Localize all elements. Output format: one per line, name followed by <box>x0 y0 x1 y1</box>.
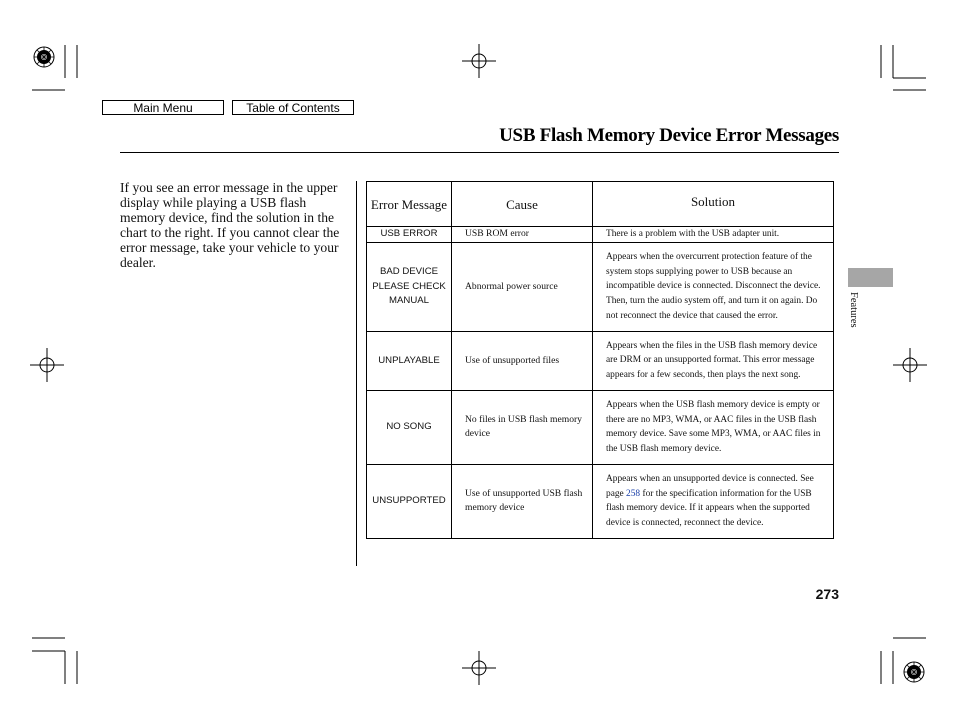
error-message-cell: UNSUPPORTED <box>367 464 452 538</box>
cause-cell: No files in USB flash memory device <box>452 390 593 464</box>
error-message-cell: UNPLAYABLE <box>367 331 452 390</box>
header-cause: Cause <box>452 182 593 227</box>
main-menu-button[interactable]: Main Menu <box>102 100 224 115</box>
table-row <box>367 390 834 464</box>
solution-cell: There is a problem with the USB adapter unit. <box>593 227 834 243</box>
table-header-row <box>367 182 834 227</box>
table-row <box>367 464 834 538</box>
cause-cell: Abnormal power source <box>452 242 593 331</box>
solution-cell: Appears when the files in the USB flash memory device are DRM or an unsupported format. This error message appears for a few seconds, then plays the next song. <box>593 331 834 390</box>
cause-cell: Use of unsupported USB flash memory device <box>452 464 593 538</box>
error-message-table <box>366 181 834 539</box>
solution-cell <box>593 464 834 538</box>
intro-paragraph: If you see an error message in the upper display while playing a USB flash memory device, find the solution in the chart to the right. If you cannot clear the error message, take your vehicle to your dealer. <box>120 180 340 270</box>
error-message-cell: USB ERROR <box>367 227 452 243</box>
cause-cell: Use of unsupported files <box>452 331 593 390</box>
column-divider <box>356 181 357 566</box>
page-title: USB Flash Memory Device Error Messages <box>499 125 839 146</box>
table-row <box>367 242 834 331</box>
error-message-cell: BAD DEVICE PLEASE CHECK MANUAL <box>367 242 452 331</box>
table-row <box>367 227 834 243</box>
error-message-cell: NO SONG <box>367 390 452 464</box>
section-tab <box>848 268 893 287</box>
solution-cell: Appears when the USB flash memory device is empty or there are no MP3, WMA, or AAC files in the USB flash memory device. Save some MP3, WMA, or AAC files in the USB flash memory device. <box>593 390 834 464</box>
page-number: 273 <box>815 586 839 602</box>
page-link[interactable]: 258 <box>626 488 641 499</box>
table-row <box>367 331 834 390</box>
solution-text: for the specification information for the USB flash memory device. If it appears when the supported device is connected, reconnect the device. <box>606 488 812 529</box>
solution-cell: Appears when the overcurrent protection feature of the system stops supplying power to USB because an incompatible device is connected. Disconnect the device. Then, turn the audio system off, and turn it on again. Do not reconnect the device that caused the error. <box>593 242 834 331</box>
section-label: Features <box>848 292 859 328</box>
title-divider <box>120 152 839 153</box>
header-error-message: Error Message <box>367 182 452 227</box>
header-solution: Solution <box>593 182 834 227</box>
table-of-contents-button[interactable]: Table of Contents <box>232 100 354 115</box>
solution-text: Appears when an unsupported device is connected. See page <box>606 473 814 499</box>
cause-cell: USB ROM error <box>452 227 593 243</box>
